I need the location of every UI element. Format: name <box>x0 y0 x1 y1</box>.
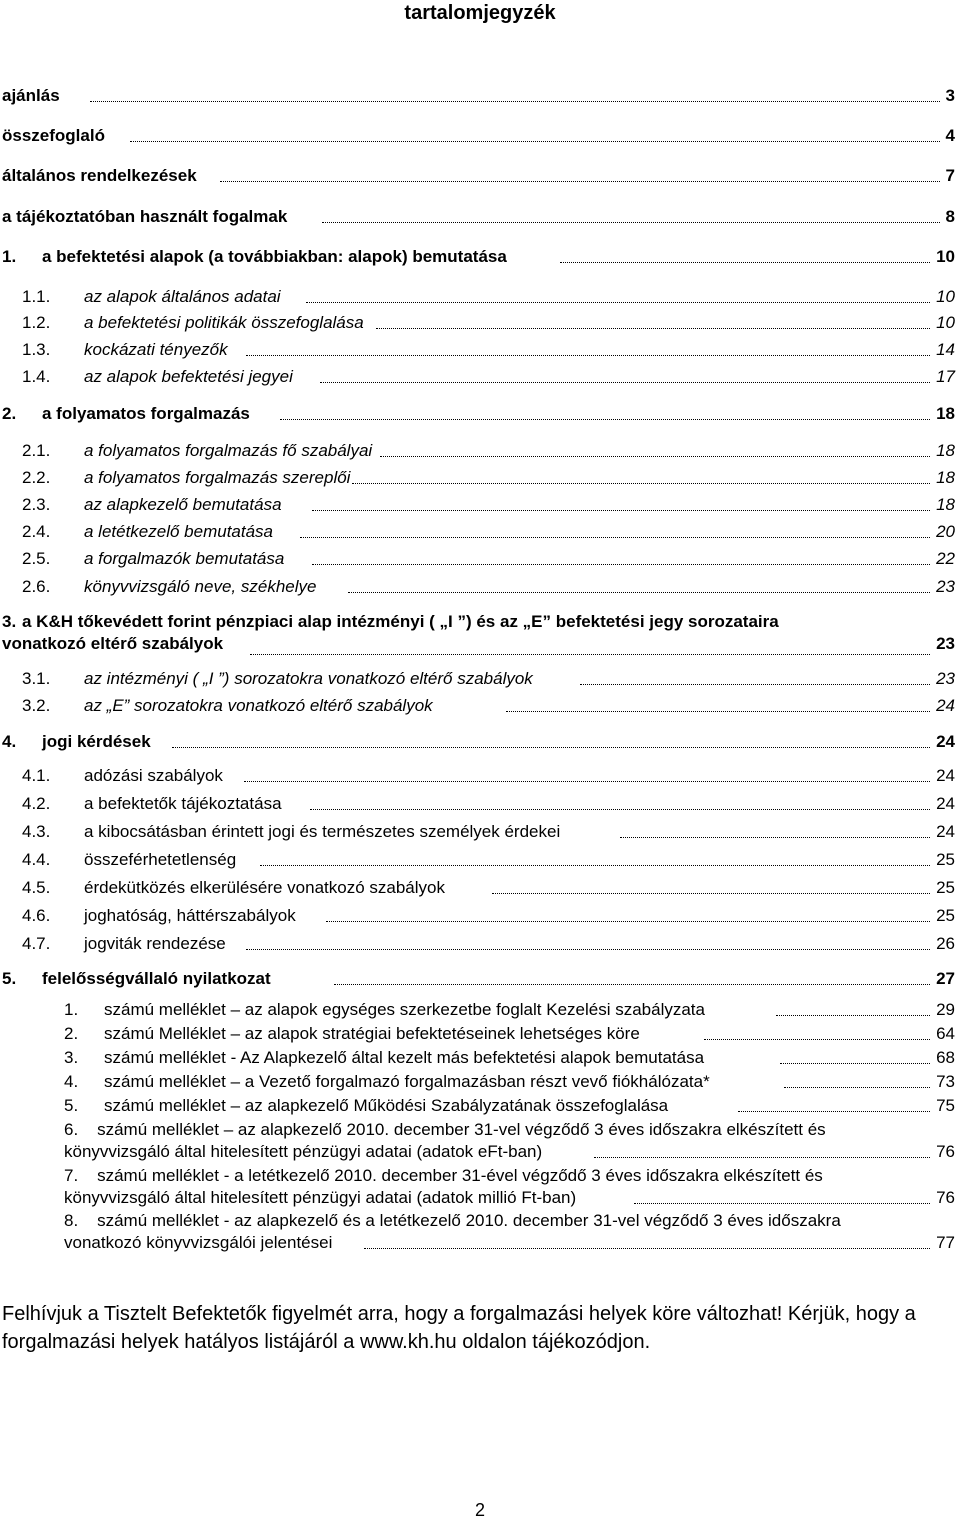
toc-entry-page: 24 <box>935 729 955 755</box>
toc-entry-page: 24 <box>935 819 955 845</box>
annex-number: 7. <box>64 1166 79 1185</box>
annex-text-line2: vonatkozó könyvvizsgálói jelentései <box>64 1233 333 1252</box>
annex-text-line1: számú melléklet - a letétkezelő 2010. december 31-ével végződő 3 éves időszakra elkészített és <box>97 1166 823 1185</box>
annex-line1 <box>64 1119 960 1141</box>
toc-entry-number: 4. <box>2 729 16 755</box>
annex-text: számú Melléklet – az alapok stratégiai befektetéseinek lehetséges köre <box>104 1021 640 1047</box>
notice-paragraph: Felhívjuk a Tisztelt Befektetők figyelmét arra, hogy a forgalmazási helyek köre változhat! Kérjük, hogy a forgalmazási helyek hatályos listájáról a www.kh.hu oldalon tájékozódjon. <box>2 1303 916 1353</box>
annex-number: 4. <box>64 1069 78 1095</box>
toc-entry[interactable] <box>0 438 960 464</box>
annex-page: 64 <box>935 1021 955 1047</box>
toc-entry-text-line1: a K&H tőkevédett forint pénzpiaci alap intézményi ( „I ”) és az „E” befektetési jegy sorozataira <box>22 609 779 635</box>
dot-leader <box>364 1247 930 1249</box>
toc-entry-page: 18 <box>935 438 955 464</box>
dot-leader <box>312 563 930 565</box>
toc-entry[interactable] <box>0 284 960 310</box>
dot-leader <box>300 536 930 538</box>
dot-leader <box>784 1086 930 1088</box>
annex-text: számú melléklet – az alapok egységes szerkezetbe foglalt Kezelési szabályzata <box>104 997 705 1023</box>
toc-entry-text: jogviták rendezése <box>84 931 226 957</box>
annex-entry-multiline[interactable] <box>64 1165 960 1209</box>
toc-entry[interactable] <box>0 666 960 692</box>
toc-entry-text: általános rendelkezések <box>2 163 197 189</box>
dot-leader <box>780 1062 930 1064</box>
toc-entry-page: 18 <box>935 492 955 518</box>
dot-leader <box>492 892 930 894</box>
toc-entry-text: kockázati tényezők <box>84 337 228 363</box>
toc-entry[interactable] <box>0 847 960 873</box>
toc-entry-number: 2.3. <box>22 492 50 518</box>
toc-entry[interactable] <box>0 819 960 845</box>
toc-entry-text: a folyamatos forgalmazás <box>42 401 250 427</box>
dot-leader <box>312 509 930 511</box>
toc-entry[interactable] <box>0 729 960 755</box>
dot-leader <box>352 482 930 484</box>
dot-leader <box>380 455 930 457</box>
annex-number: 2. <box>64 1021 78 1047</box>
annex-number: 1. <box>64 997 78 1023</box>
dot-leader <box>130 140 940 142</box>
annex-page: 76 <box>936 1188 955 1207</box>
dot-leader <box>506 710 930 712</box>
annex-line1 <box>64 1165 960 1187</box>
toc-entry[interactable] <box>0 364 960 390</box>
toc-entry-text: a folyamatos forgalmazás szereplői <box>84 465 350 491</box>
toc-entry[interactable] <box>0 875 960 901</box>
dot-leader <box>310 808 930 810</box>
toc-entry-page: 10 <box>935 284 955 310</box>
toc-entry-number: 4.5. <box>22 875 50 901</box>
dot-leader <box>704 1038 930 1040</box>
toc-entry-page: 23 <box>935 666 955 692</box>
toc-entry[interactable] <box>0 791 960 817</box>
toc-entry-page: 23 <box>935 631 955 657</box>
toc-entry-text-line2: vonatkozó eltérő szabályok <box>2 631 223 657</box>
toc-entry[interactable] <box>0 693 960 719</box>
toc-entry-page: 14 <box>935 337 955 363</box>
annex-number: 8. <box>64 1211 79 1230</box>
toc-entry-number: 4.4. <box>22 847 50 873</box>
toc-entry-page: 4 <box>945 123 955 149</box>
toc-entry-number: 4.3. <box>22 819 50 845</box>
annex-text: számú melléklet – a Vezető forgalmazó forgalmazásban részt vevő fiókhálózata* <box>104 1069 710 1095</box>
toc-entry-text: jogi kérdések <box>42 729 151 755</box>
annex-entry-multiline[interactable] <box>64 1210 960 1254</box>
annex-number: 5. <box>64 1093 78 1119</box>
annex-page: 73 <box>935 1069 955 1095</box>
toc-entry-number: 1.2. <box>22 310 50 336</box>
toc-entry-number: 2.4. <box>22 519 50 545</box>
dot-leader <box>376 327 930 329</box>
dot-leader <box>580 683 930 685</box>
toc-entry-text: felelősségvállaló nyilatkozat <box>42 966 271 992</box>
dot-leader <box>326 920 930 922</box>
toc-entry-page: 25 <box>935 903 955 929</box>
toc-entry-text: a befektetési politikák összefoglalása <box>84 310 364 336</box>
annex-page: 75 <box>935 1093 955 1119</box>
toc-entry[interactable] <box>0 492 960 518</box>
dot-leader <box>244 780 930 782</box>
toc-entry[interactable] <box>0 966 960 992</box>
toc-entry[interactable] <box>0 401 960 427</box>
toc-entry-number: 2.2. <box>22 465 50 491</box>
annex-text: számú melléklet - Az Alapkezelő által kezelt más befektetési alapok bemutatása <box>104 1045 704 1071</box>
annex-line2 <box>64 1141 960 1163</box>
toc-entry-page: 18 <box>935 401 955 427</box>
toc-entry-text: az intézményi ( „I ”) sorozatokra vonatkozó eltérő szabályok <box>84 666 533 692</box>
toc-entry[interactable] <box>0 465 960 491</box>
annex-entry[interactable] <box>0 997 960 1023</box>
dot-leader <box>334 983 930 985</box>
toc-entry[interactable] <box>0 546 960 572</box>
toc-entry-page: 26 <box>935 931 955 957</box>
toc-entry[interactable] <box>0 763 960 789</box>
toc-entry-page: 7 <box>945 163 955 189</box>
dot-leader <box>260 864 930 866</box>
toc-entry[interactable] <box>0 574 960 600</box>
dot-leader <box>246 948 930 950</box>
toc-entry-page: 3 <box>945 83 955 109</box>
toc-title: tartalomjegyzék <box>404 2 556 24</box>
toc-entry-text: a befektetési alapok (a továbbiakban: alapok) bemutatása <box>42 244 507 270</box>
dot-leader <box>220 180 940 182</box>
toc-entry-page: 20 <box>935 519 955 545</box>
toc-entry-number: 3.2. <box>22 693 50 719</box>
toc-entry-number: 1.4. <box>22 364 50 390</box>
annex-text-line2: könyvvizsgáló által hitelesített pénzügyi adatai (adatok millió Ft-ban) <box>64 1188 577 1207</box>
dot-leader <box>322 221 940 223</box>
toc-entry-page: 23 <box>935 574 955 600</box>
dot-leader <box>306 301 930 303</box>
toc-entry-number: 2.1. <box>22 438 50 464</box>
toc-entry-multiline[interactable] <box>0 609 960 661</box>
toc-entry-number: 4.1. <box>22 763 50 789</box>
toc-entry-text: a tájékoztatóban használt fogalmak <box>2 204 287 230</box>
toc-entry-text: az „E” sorozatokra vonatkozó eltérő szabályok <box>84 693 433 719</box>
annex-entry[interactable] <box>0 1021 960 1047</box>
dot-leader <box>250 653 930 655</box>
toc-entry[interactable] <box>0 83 960 109</box>
toc-entry-text: a kibocsátásban érintett jogi és természetes személyek érdekei <box>84 819 560 845</box>
toc-entry-page: 24 <box>935 693 955 719</box>
toc-entry-page: 17 <box>935 364 955 390</box>
toc-entry-text: összeférhetetlenség <box>84 847 236 873</box>
toc-entry-page: 22 <box>935 546 955 572</box>
dot-leader <box>560 261 930 263</box>
toc-entry-number: 3. <box>2 609 16 635</box>
annex-text-line1: számú melléklet - az alapkezelő és a letétkezelő 2010. december 31-vel végződő 3 éves időszakra <box>97 1211 841 1230</box>
toc-entry-text: a forgalmazók bemutatása <box>84 546 284 572</box>
toc-entry[interactable] <box>0 244 960 270</box>
toc-entry-page: 25 <box>935 875 955 901</box>
toc-entry-text: az alapok általános adatai <box>84 284 281 310</box>
toc-entry-text: a folyamatos forgalmazás fő szabályai <box>84 438 372 464</box>
annex-line1 <box>64 1210 960 1232</box>
dot-leader <box>634 1202 930 1204</box>
toc-entry[interactable] <box>0 903 960 929</box>
annex-text: számú melléklet – az alapkezelő Működési Szabályzatának összefoglalása <box>104 1093 668 1119</box>
toc-entry[interactable] <box>0 204 960 230</box>
toc-entry-number: 4.6. <box>22 903 50 929</box>
toc-entry-number: 1. <box>2 244 16 270</box>
dot-leader <box>90 100 940 102</box>
dot-leader <box>280 418 930 420</box>
annex-line2 <box>64 1187 960 1209</box>
dot-leader <box>348 591 930 593</box>
toc-entry[interactable] <box>0 931 960 957</box>
toc-entry[interactable] <box>0 123 960 149</box>
toc-entry[interactable] <box>0 310 960 336</box>
dot-leader <box>738 1110 930 1112</box>
annex-page: 76 <box>936 1142 955 1161</box>
toc-entry[interactable] <box>0 163 960 189</box>
annex-page: 68 <box>935 1045 955 1071</box>
annex-page: 29 <box>935 997 955 1023</box>
toc-entry-text: érdekütközés elkerülésére vonatkozó szabályok <box>84 875 445 901</box>
toc-entry-text: adózási szabályok <box>84 763 223 789</box>
toc-entry-text: a befektetők tájékoztatása <box>84 791 282 817</box>
toc-entry-page: 24 <box>935 791 955 817</box>
toc-entry-text: joghatóság, háttérszabályok <box>84 903 296 929</box>
annex-entry[interactable] <box>0 1093 960 1119</box>
toc-entry-page: 27 <box>935 966 955 992</box>
toc-entry-text: a letétkezelő bemutatása <box>84 519 273 545</box>
toc-entry-number: 1.1. <box>22 284 50 310</box>
toc-entry-text: könyvvizsgáló neve, székhelye <box>84 574 316 600</box>
dot-leader <box>776 1014 930 1016</box>
annex-text-line2: könyvvizsgáló által hitelesített pénzügyi adatai (adatok eFt-ban) <box>64 1142 543 1161</box>
dot-leader <box>320 381 930 383</box>
dot-leader <box>594 1156 930 1158</box>
toc-entry-number: 5. <box>2 966 16 992</box>
toc-entry-page: 18 <box>935 465 955 491</box>
toc-entry-page: 10 <box>935 310 955 336</box>
toc-entry-text: ajánlás <box>2 83 60 109</box>
toc-entry-number: 4.2. <box>22 791 50 817</box>
dot-leader <box>620 836 930 838</box>
toc-entry-page: 8 <box>945 204 955 230</box>
toc-entry-text: összefoglaló <box>2 123 105 149</box>
toc-entry-number: 1.3. <box>22 337 50 363</box>
dot-leader <box>246 354 930 356</box>
toc-entry-text: az alapok befektetési jegyei <box>84 364 293 390</box>
toc-entry-number: 4.7. <box>22 931 50 957</box>
toc-entry-number: 3.1. <box>22 666 50 692</box>
page-number: 2 <box>474 1500 485 1520</box>
annex-entry[interactable] <box>0 1045 960 1071</box>
annex-entry-multiline[interactable] <box>64 1119 960 1163</box>
toc-entry-number: 2.6. <box>22 574 50 600</box>
toc-entry-page: 25 <box>935 847 955 873</box>
annex-number: 3. <box>64 1045 78 1071</box>
annex-line2 <box>64 1232 960 1254</box>
annex-text-line1: számú melléklet – az alapkezelő 2010. december 31-vel végződő 3 éves időszakra elkészített és <box>97 1120 826 1139</box>
toc-entry[interactable] <box>0 337 960 363</box>
annex-page: 77 <box>936 1233 955 1252</box>
toc-entry-text: az alapkezelő bemutatása <box>84 492 282 518</box>
toc-entry-number: 2.5. <box>22 546 50 572</box>
toc-entry[interactable] <box>0 519 960 545</box>
dot-leader <box>172 746 930 748</box>
toc-entry-page: 10 <box>935 244 955 270</box>
toc-entry-number: 2. <box>2 401 16 427</box>
annex-entry[interactable] <box>0 1069 960 1095</box>
annex-number: 6. <box>64 1120 79 1139</box>
toc-entry-page: 24 <box>935 763 955 789</box>
